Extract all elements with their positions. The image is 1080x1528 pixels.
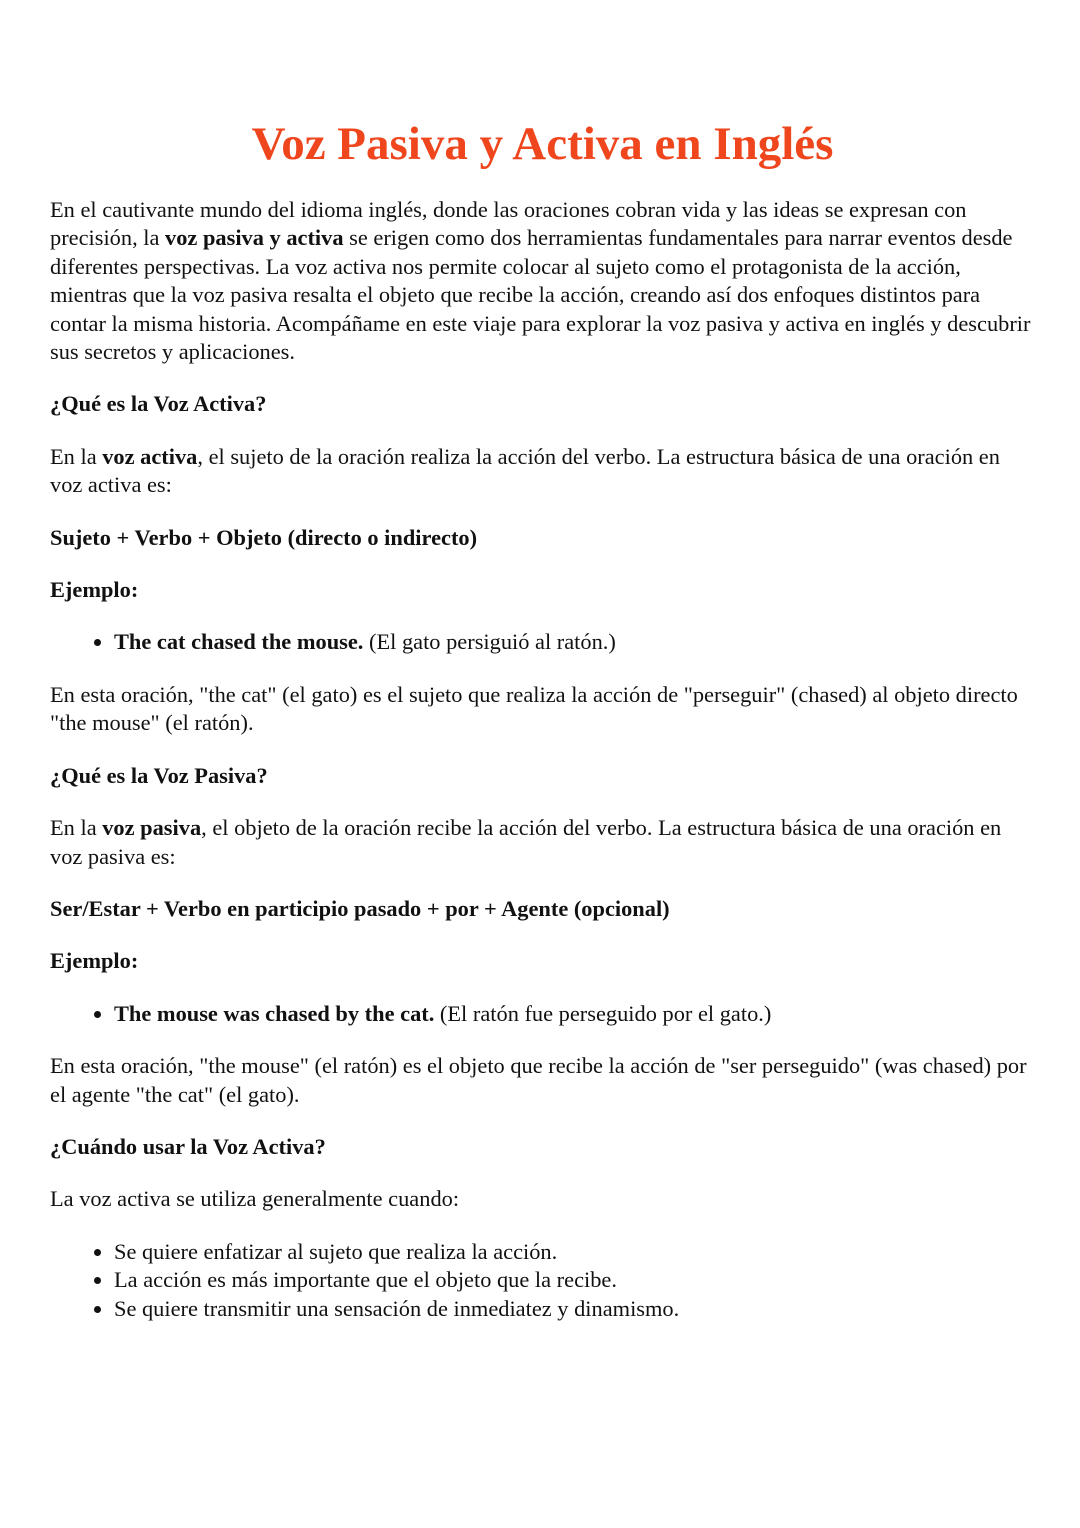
active-voice-definition [50, 443, 1035, 500]
list-item: • La acción es más importante que el objeto que la recibe. [114, 1266, 1035, 1294]
list-item [114, 1000, 1035, 1028]
active-example-translation: (El gato persiguió al ratón.) [363, 629, 616, 655]
active-example-explanation: En esta oración, "the cat" (el gato) es el sujeto que realiza la acción de "perseguir" (chased) al objeto directo "the mouse" (el ratón). [50, 681, 1018, 736]
active-example-sentence: The cat chased the mouse. [114, 629, 364, 655]
list-item [114, 628, 1035, 656]
passive-def-bold: voz pasiva [102, 815, 202, 841]
active-voice-heading: ¿Qué es la Voz Activa? [50, 391, 267, 417]
intro-bold-term: voz pasiva y activa [165, 225, 344, 251]
active-example-label: Ejemplo: [50, 577, 139, 603]
page-title: Voz Pasiva y Activa en Inglés [251, 118, 834, 170]
list-item: • Se quiere enfatizar al sujeto que realiza la acción. [114, 1238, 1035, 1266]
list-item: • Se quiere transmitir una sensación de inmediatez y dinamismo. [114, 1295, 1035, 1323]
when-active-intro: La voz activa se utiliza generalmente cuando: [50, 1186, 460, 1212]
passive-voice-definition [50, 814, 1035, 871]
document-page [50, 112, 1035, 1347]
passive-example-explanation: En esta oración, "the mouse" (el ratón) es el objeto que recibe la acción de "ser perseguido" (was chased) por el agente "the cat" (el gato). [50, 1053, 1027, 1107]
active-def-end: , el sujeto de la oración realiza la acción del verbo. La estructura básica de una oración en voz activa es: [50, 443, 1000, 498]
passive-example-list [50, 1000, 1035, 1028]
intro-text-end: se erigen como dos herramientas fundamentales para narrar eventos desde diferentes perspectivas. La voz activa nos permite colocar al sujeto como el protagonista de la acción, mientras que la voz pasiva resalta el objeto que recibe la acción, creando así dos enfoques distintos para contar la misma historia. Acompáñame en este viaje para explorar la voz pasiva y activa en inglés y descubrir sus secretos y aplicaciones. [50, 225, 1031, 365]
when-active-heading: ¿Cuándo usar la Voz Activa? [50, 1133, 326, 1159]
active-def-bold: voz activa [102, 443, 198, 469]
passive-def-end: , el objeto de la oración recibe la acción del verbo. La estructura básica de una oración en voz pasiva es: [50, 815, 1002, 869]
passive-voice-heading: ¿Qué es la Voz Pasiva? [50, 762, 268, 788]
passive-example-label: Ejemplo: [50, 948, 139, 974]
passive-voice-structure: Ser/Estar + Verbo en participio pasado + por + Agente (opcional) [50, 895, 670, 921]
intro-paragraph [50, 196, 1035, 366]
passive-example-translation: (El ratón fue perseguido por el gato.) [434, 1000, 772, 1026]
active-example-list [50, 628, 1035, 656]
intro-text-start: En el cautivante mundo del idioma inglés, donde las oraciones cobran vida y las ideas se expresan con precisión, la [50, 197, 967, 251]
passive-def-start: En la [50, 815, 103, 841]
passive-example-sentence: The mouse was chased by the cat. [114, 1000, 435, 1026]
active-def-start: En la [50, 443, 103, 469]
active-voice-structure: Sujeto + Verbo + Objeto (directo o indirecto) [50, 524, 478, 550]
when-active-list [50, 1238, 1035, 1323]
